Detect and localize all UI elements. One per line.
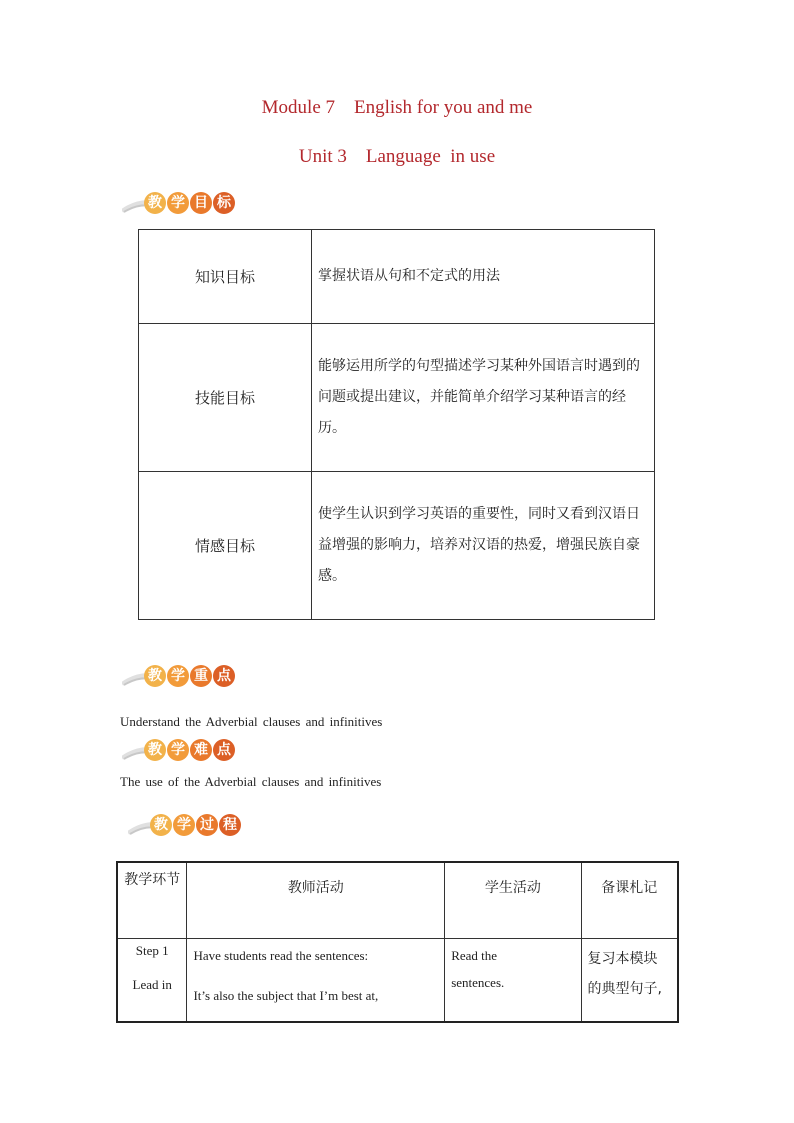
table-row	[139, 472, 655, 620]
section-header-goals	[122, 191, 252, 217]
step-cell: Step 1 Lead in	[117, 938, 187, 1022]
section-char: 标	[213, 192, 235, 214]
goal-content: 掌握状语从句和不定式的用法	[312, 230, 655, 324]
section-char: 教	[144, 665, 166, 687]
header-step: 教学环节	[117, 862, 187, 938]
section-char: 过	[196, 814, 218, 836]
section-char: 目	[190, 192, 212, 214]
section-header-key-points	[122, 664, 252, 690]
section-char: 程	[219, 814, 241, 836]
goal-label: 情感目标	[139, 472, 312, 620]
key-points-text: Understand the Adverbial clauses and infinitives	[120, 714, 383, 729]
section-char: 学	[167, 739, 189, 761]
section-char: 学	[167, 665, 189, 687]
section-char: 教	[144, 192, 166, 214]
difficulties-text: The use of the Adverbial clauses and infinitives	[120, 774, 382, 789]
section-char: 重	[190, 665, 212, 687]
section-header-difficulties	[122, 738, 252, 764]
table-header-row	[117, 862, 678, 938]
table-row	[139, 324, 655, 472]
section-header-process	[128, 813, 258, 839]
section-char: 教	[150, 814, 172, 836]
student-activity-cell: Read the sentences.	[445, 938, 581, 1022]
goal-content: 能够运用所学的句型描述学习某种外国语言时遇到的问题或提出建议，并能简单介绍学习某种语言的经历。	[312, 324, 655, 472]
header-student: 学生活动	[445, 862, 581, 938]
teacher-activity-cell: Have students read the sentences: It’s also the subject that I’m best at,	[187, 938, 445, 1022]
module-title: Module 7 English for you and me	[261, 97, 533, 118]
unit-title: Unit 3 Language in use	[298, 146, 496, 167]
section-char: 教	[144, 739, 166, 761]
section-char: 点	[213, 739, 235, 761]
table-row	[139, 230, 655, 324]
goal-label: 知识目标	[139, 230, 312, 324]
section-char: 学	[167, 192, 189, 214]
header-notes: 备课札记	[581, 862, 678, 938]
process-table	[116, 861, 679, 1023]
header-teacher: 教师活动	[187, 862, 445, 938]
section-char: 难	[190, 739, 212, 761]
section-char: 学	[173, 814, 195, 836]
table-row	[117, 938, 678, 1022]
notes-cell: 复习本模块 的典型句子,	[581, 938, 678, 1022]
goal-label: 技能目标	[139, 324, 312, 472]
goal-content: 使学生认识到学习英语的重要性，同时又看到汉语日益增强的影响力，培养对汉语的热爱，增强民族自豪感。	[312, 472, 655, 620]
section-char: 点	[213, 665, 235, 687]
goals-table	[138, 229, 655, 620]
